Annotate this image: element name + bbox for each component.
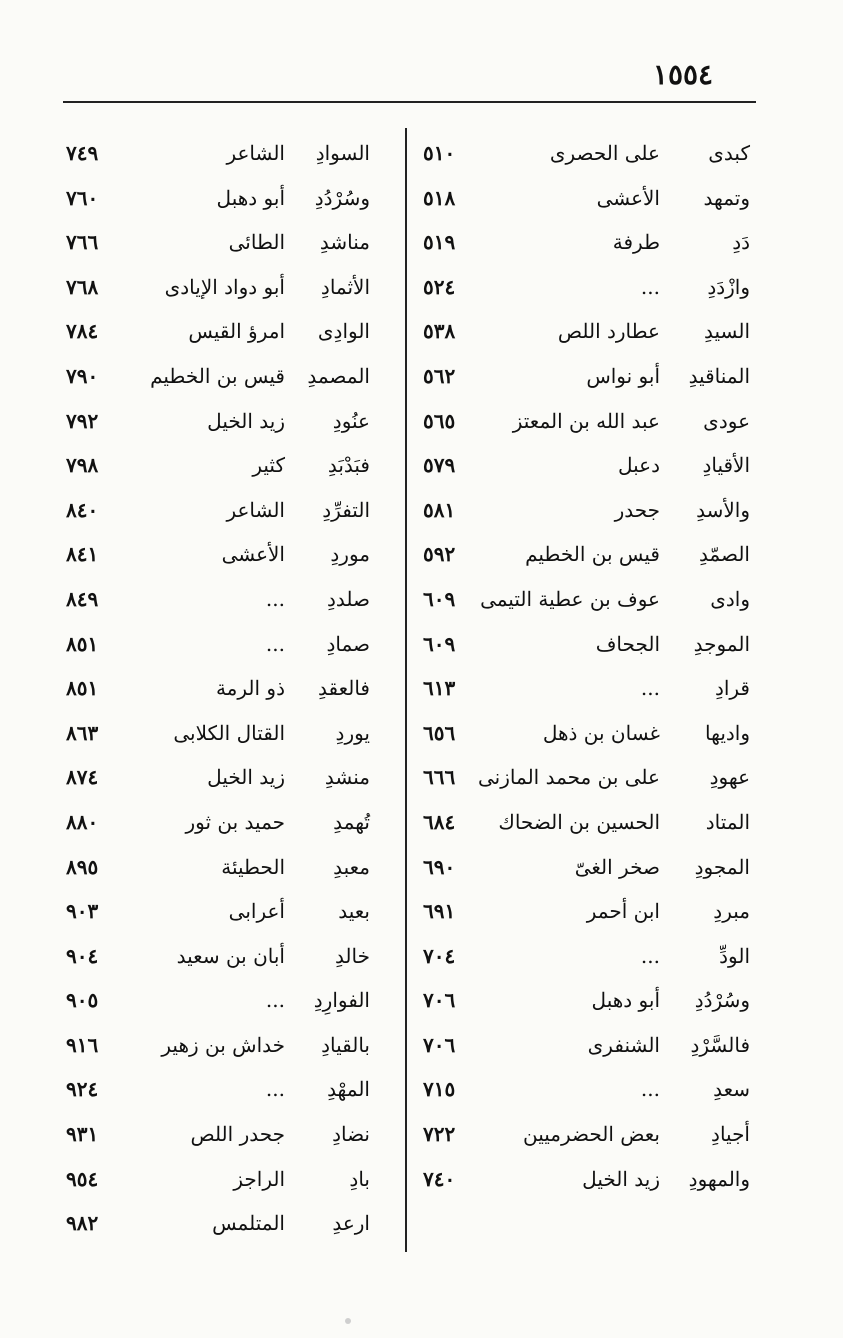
poet-name: بعض الحضرميين — [522, 1122, 660, 1147]
rhyme-word: المهْدِ — [327, 1077, 370, 1102]
rhyme-word: مبردِ — [713, 899, 750, 924]
rhyme-word: يوردِ — [335, 720, 370, 745]
page-reference: ٧٠٦ — [423, 1032, 456, 1057]
rhyme-word: نضادِ — [332, 1122, 370, 1147]
rhyme-word: عهودِ — [709, 765, 750, 790]
rhyme-word: خالدِ — [334, 943, 370, 968]
poet-name: عبد الله بن المعتز — [512, 408, 660, 433]
rhyme-word: صمادِ — [326, 631, 370, 656]
poet-name: أبو دهبل — [591, 988, 660, 1013]
index-entry — [58, 1115, 395, 1160]
index-entry — [58, 134, 395, 179]
page-reference: ٥١٨ — [423, 185, 456, 210]
rhyme-word: أجيادِ — [711, 1122, 750, 1147]
page-reference: ٨٤٠ — [66, 497, 99, 522]
index-entry — [415, 1070, 760, 1115]
poet-name: القتال الكلابى — [173, 720, 285, 745]
poet-name: الشاعر — [226, 141, 285, 165]
index-entry — [415, 134, 760, 179]
rhyme-word: وادى — [710, 586, 750, 611]
page-reference: ٩٠٥ — [66, 988, 99, 1013]
index-entry — [58, 580, 395, 625]
page-reference: ٦١٣ — [423, 676, 456, 701]
poet-name: على بن محمد المازنى — [478, 765, 660, 790]
rhyme-word: السوادِ — [315, 141, 370, 165]
poet-name: ... — [640, 943, 660, 968]
poet-name: أبو دواد الإيادى — [164, 274, 285, 299]
poet-name: المتلمس — [212, 1211, 285, 1236]
poet-name: دعبل — [617, 453, 660, 478]
page-reference: ٥٦٢ — [423, 363, 456, 388]
rhyme-word: بادِ — [349, 1166, 370, 1191]
rhyme-word: المناقيدِ — [688, 363, 750, 388]
page-reference: ٥٩٢ — [423, 542, 456, 567]
index-entry — [58, 357, 395, 402]
index-entry — [415, 268, 760, 313]
poet-name: الحسين بن الضحاك — [498, 809, 660, 834]
page-reference: ٥٣٨ — [423, 319, 456, 344]
page-reference: ٥٧٩ — [423, 453, 456, 478]
page-reference: ٧٠٦ — [423, 988, 456, 1013]
header-rule — [63, 101, 756, 103]
page-reference: ٩٠٣ — [66, 899, 99, 924]
poet-name: ... — [265, 586, 285, 611]
index-entry — [415, 669, 760, 714]
rhyme-word: فالعقدِ — [317, 676, 370, 701]
rhyme-word: الأقيادِ — [702, 453, 750, 478]
index-entry — [415, 1115, 760, 1160]
page-reference: ٦٠٩ — [423, 631, 456, 656]
poet-name: زيد الخيل — [207, 765, 285, 790]
page-reference: ٧٩٠ — [66, 363, 99, 388]
page-reference: ٧٦٨ — [66, 274, 99, 299]
index-entry — [58, 758, 395, 803]
index-entry — [58, 981, 395, 1026]
rhyme-word: وسُرْدُدِ — [314, 185, 370, 210]
poet-name: الراجز — [233, 1166, 285, 1191]
poet-name: الجحاف — [595, 631, 660, 656]
index-entry — [415, 758, 760, 803]
poet-name: ذو الرمة — [215, 676, 285, 701]
index-entry — [415, 848, 760, 893]
rhyme-word: الوادِى — [317, 319, 370, 344]
poet-name: غسان بن ذهل — [542, 720, 660, 745]
page-reference: ٧٨٤ — [66, 319, 99, 344]
poet-name: زيد الخيل — [207, 408, 285, 433]
rhyme-word: المتاد — [705, 809, 750, 834]
poet-name: الحطيئة — [221, 854, 285, 879]
index-entry — [415, 981, 760, 1026]
index-entry — [415, 714, 760, 759]
page-reference: ٨٥١ — [66, 631, 99, 656]
rhyme-word: الفوارِدِ — [313, 988, 370, 1013]
rhyme-word: واديها — [705, 720, 750, 745]
rhyme-word: بعيد — [338, 899, 370, 924]
rhyme-word: فبَدْبَدِ — [327, 453, 370, 478]
poet-name: زيد الخيل — [582, 1166, 660, 1191]
rhyme-word: الودِّ — [719, 943, 750, 968]
rhyme-word: التفرِّدِ — [322, 497, 370, 522]
rhyme-word: وتمهد — [703, 185, 750, 210]
rhyme-word: بالقيادِ — [321, 1032, 370, 1057]
page-reference: ٧٦٦ — [66, 230, 99, 255]
page-reference: ٦٨٤ — [423, 809, 456, 834]
poet-name: الطائى — [228, 230, 285, 255]
index-entry — [58, 1204, 395, 1249]
rhyme-word: منشدِ — [324, 765, 370, 790]
page-reference: ٧٦٠ — [66, 185, 99, 210]
page-reference: ٩٢٤ — [66, 1077, 99, 1102]
index-entry — [58, 937, 395, 982]
poet-name: طرفة — [612, 230, 660, 255]
page-reference: ٩٠٤ — [66, 943, 99, 968]
page-reference: ٨٤٩ — [66, 586, 99, 611]
rhyme-word: وسُرْدُدِ — [694, 988, 750, 1013]
page-reference: ٨٧٤ — [66, 765, 99, 790]
poet-name: ... — [265, 631, 285, 656]
rhyme-word: فالسَّرْدِ — [690, 1032, 750, 1057]
poet-name: ... — [640, 676, 660, 701]
page-reference: ٥١٩ — [423, 230, 456, 255]
page-reference: ٧٠٤ — [423, 943, 456, 968]
index-entry — [58, 402, 395, 447]
poet-name: قيس بن الخطيم — [150, 363, 285, 388]
index-entry — [415, 312, 760, 357]
page-reference: ٧١٥ — [423, 1077, 456, 1102]
index-entry — [58, 179, 395, 224]
column-divider — [405, 128, 407, 1252]
poet-name: أبان بن سعيد — [176, 943, 285, 968]
poet-name: أبو دهبل — [216, 185, 285, 210]
page-reference: ٧٢٢ — [423, 1122, 456, 1147]
rhyme-word: والأسدِ — [696, 497, 750, 522]
rhyme-word: الأثمادِ — [320, 274, 370, 299]
page-reference: ٧٩٢ — [66, 408, 99, 433]
page-reference: ٧٤٠ — [423, 1166, 456, 1191]
poet-name: على الحصرى — [549, 141, 660, 165]
index-entry — [58, 535, 395, 580]
page-reference: ٥٦٥ — [423, 408, 456, 433]
poet-name: ... — [640, 1077, 660, 1102]
page-reference: ٦٩٠ — [423, 854, 456, 879]
page-reference: ٦٩١ — [423, 899, 456, 924]
rhyme-word: عنُودِ — [332, 408, 370, 433]
page-reference: ٨٨٠ — [66, 809, 99, 834]
rhyme-word: معبدِ — [333, 854, 370, 879]
page-number: ١٥٥٤ — [652, 58, 714, 91]
index-entry — [58, 625, 395, 670]
index-entry — [415, 803, 760, 848]
index-entry — [58, 714, 395, 759]
page-reference: ٦٦٦ — [423, 765, 456, 790]
index-entry — [415, 892, 760, 937]
rhyme-word: موردِ — [330, 542, 370, 567]
index-entry — [58, 1070, 395, 1115]
page-reference: ٩١٦ — [66, 1032, 99, 1057]
index-entry — [58, 669, 395, 714]
page-reference: ٧٩٨ — [66, 453, 99, 478]
index-entry — [415, 1160, 760, 1205]
index-entry — [58, 268, 395, 313]
index-entry — [58, 848, 395, 893]
index-entry — [58, 223, 395, 268]
rhyme-word: وازْدَدِ — [707, 274, 750, 299]
page-reference: ٥١٠ — [423, 141, 456, 165]
index-entry — [415, 223, 760, 268]
poet-name: امرؤ القيس — [188, 319, 285, 344]
index-entry — [58, 1160, 395, 1205]
page-reference: ٨٦٣ — [66, 720, 99, 745]
index-entry — [415, 937, 760, 982]
rhyme-word: سعدِ — [713, 1077, 750, 1102]
rhyme-word: السيدِ — [703, 319, 750, 344]
poet-name: جحدر اللص — [190, 1122, 285, 1147]
poet-name: عطارد اللص — [557, 319, 660, 344]
rhyme-word: ارعدِ — [332, 1211, 370, 1236]
poet-name: ... — [265, 988, 285, 1013]
index-entry — [58, 803, 395, 848]
rhyme-word: دَدِ — [732, 230, 750, 255]
index-entry — [415, 1026, 760, 1071]
index-entry — [58, 1026, 395, 1071]
poet-name: الأعشى — [221, 542, 285, 567]
index-entry — [415, 446, 760, 491]
poet-name: حميد بن ثور — [185, 809, 285, 834]
rhyme-word: قرادِ — [714, 676, 750, 701]
index-entry — [415, 402, 760, 447]
page-reference: ٩٣١ — [66, 1122, 99, 1147]
page-reference: ٩٥٤ — [66, 1166, 99, 1191]
poet-name: أعرابى — [228, 899, 285, 924]
page-reference: ٨٤١ — [66, 542, 99, 567]
index-entry — [58, 312, 395, 357]
rhyme-word: صلددِ — [326, 586, 370, 611]
page-reference: ٨٩٥ — [66, 854, 99, 879]
left-column — [58, 134, 395, 1250]
footer-mark — [345, 1318, 351, 1324]
index-entry — [415, 179, 760, 224]
poet-name: صخر الغىّ — [574, 854, 660, 879]
poet-name: ... — [265, 1077, 285, 1102]
poet-name: كثير — [252, 453, 285, 478]
rhyme-word: كبدى — [708, 141, 750, 165]
rhyme-word: المجودِ — [694, 854, 750, 879]
page-reference: ٥٢٤ — [423, 274, 456, 299]
poet-name: عوف بن عطية التيمى — [480, 586, 660, 611]
rhyme-word: تُهمدِ — [333, 809, 370, 834]
poet-name: ابن أحمر — [586, 899, 660, 924]
page-reference: ٥٨١ — [423, 497, 456, 522]
page-reference: ٩٨٢ — [66, 1211, 99, 1236]
poet-name: خداش بن زهير — [161, 1032, 285, 1057]
index-entry — [415, 580, 760, 625]
rhyme-word: مناشدِ — [319, 230, 370, 255]
right-column — [415, 134, 760, 1250]
index-entry — [415, 535, 760, 580]
poet-name: جحدر — [614, 497, 660, 522]
index-entry — [415, 491, 760, 536]
poet-name: ... — [640, 274, 660, 299]
index-entry — [58, 892, 395, 937]
page-reference: ٨٥١ — [66, 676, 99, 701]
poet-name: الأعشى — [596, 185, 660, 210]
index-entry — [58, 491, 395, 536]
rhyme-word: الصمّدِ — [698, 542, 750, 567]
rhyme-word: الموجدِ — [693, 631, 750, 656]
rhyme-word: المصمدِ — [307, 363, 370, 388]
poet-name: الشاعر — [226, 497, 285, 522]
page-reference: ٧٤٩ — [66, 141, 99, 165]
index-entry — [415, 625, 760, 670]
rhyme-word: عودى — [703, 408, 750, 433]
poet-name: قيس بن الخطيم — [525, 542, 660, 567]
poet-name: أبو نواس — [586, 363, 660, 388]
page-reference: ٦٥٦ — [423, 720, 456, 745]
rhyme-word: والمهودِ — [688, 1166, 750, 1191]
index-entry — [58, 446, 395, 491]
index-entry — [415, 357, 760, 402]
page-reference: ٦٠٩ — [423, 586, 456, 611]
poet-name: الشنفرى — [587, 1032, 660, 1057]
